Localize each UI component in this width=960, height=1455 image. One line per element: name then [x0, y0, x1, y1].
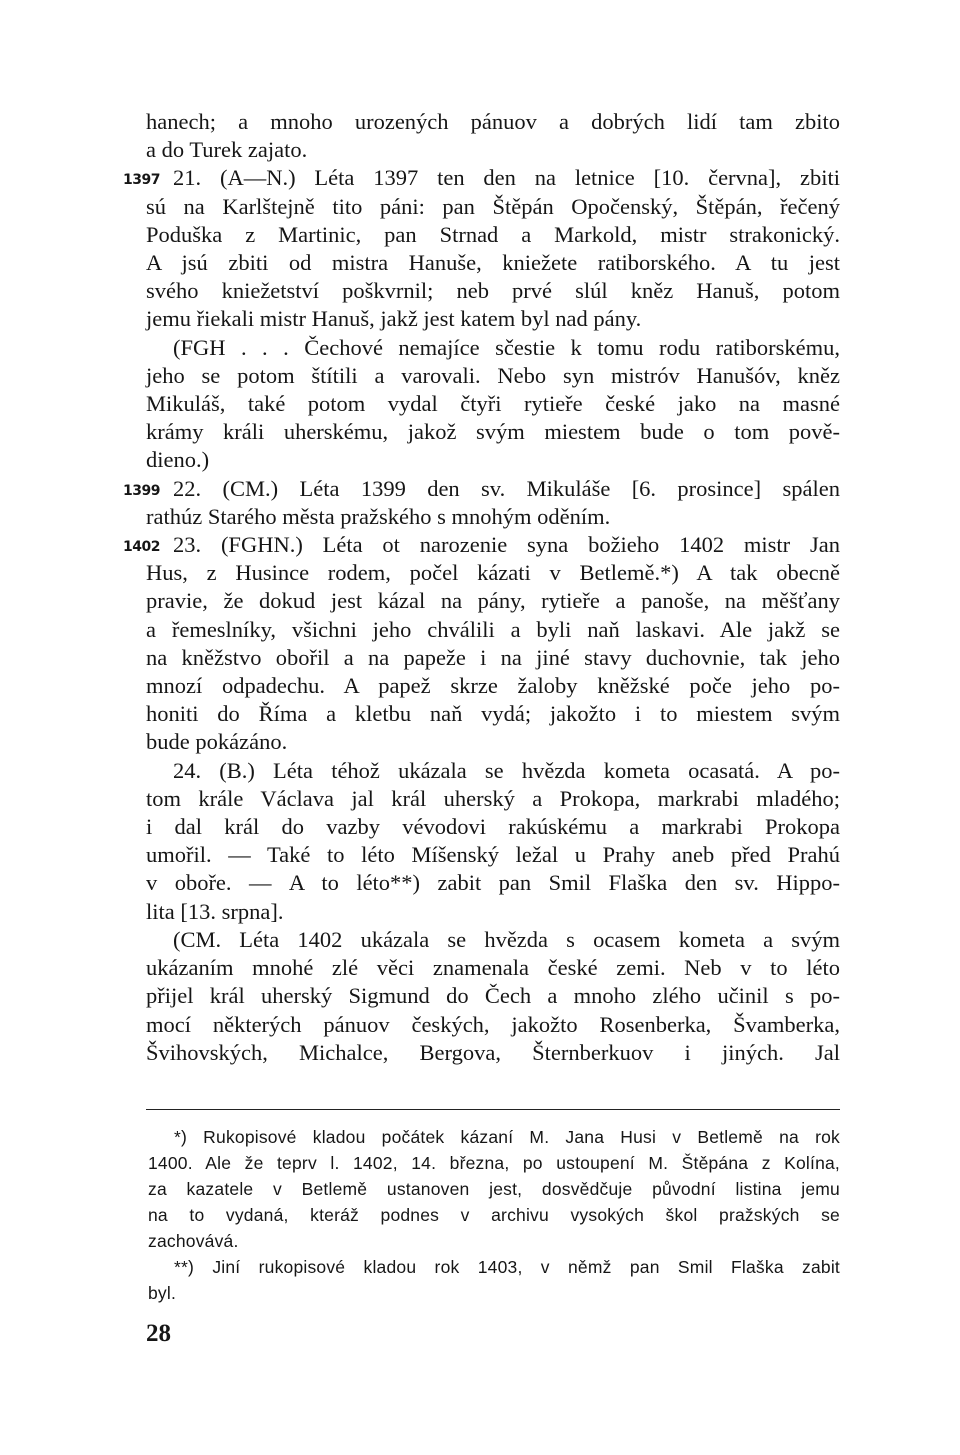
line-text: v obořе. — A to léto**) zabit pan Smil Flaška den sv. Hippo-: [146, 870, 840, 896]
line-text: 1400. Ale že teprv l. 1402, 14. března, po ustoupení M. Štěpána z Kolína,: [148, 1153, 840, 1173]
footnote-separator: [146, 1109, 840, 1110]
margin-year: 1397: [123, 172, 160, 189]
line-text: jemu řiekali mistr Hanuš, jakž jest katem byl nad pány.: [146, 306, 642, 332]
text-line: [146, 672, 840, 700]
text-line: [146, 136, 840, 164]
line-text: za kazatele v Betlemě ustanoven jest, dosvědčuje původní listina jemu: [148, 1179, 840, 1199]
text-line: [146, 362, 840, 390]
margin-year: 1399: [123, 482, 160, 499]
text-line: [146, 446, 840, 474]
line-text: *) Rukopisové kladou počátek kázaní M. Jana Husi v Betlemě na rok: [174, 1127, 840, 1147]
text-line: [146, 926, 840, 954]
line-text: a do Turek zajato.: [146, 137, 308, 163]
line-text: 24. (B.) Léta téhož ukázala se hvězda kometa ocasatá. A po-: [173, 757, 840, 783]
text-line: [146, 757, 840, 785]
text-line: [146, 334, 840, 362]
line-text: mocí některých pánuov českých, jakožto Rosenberka, Švamberka,: [146, 1011, 840, 1037]
margin-year: 1402: [123, 539, 160, 556]
line-text: hanech; a mnoho urozených pánuov a dobrých lidí tam zbito: [146, 109, 840, 134]
line-text: jeho se potom štítili a varovali. Nebo syn mistróv Hanušóv, kněz: [146, 362, 840, 388]
text-line: [146, 418, 840, 446]
line-text: Švihovských, Michalce, Bergova, Šternberkuov i jiných. Jal: [146, 1039, 840, 1065]
line-text: Poduška z Martinic, pan Strnad a Markold, mistr strakonický.: [146, 221, 840, 247]
text-line: [146, 559, 840, 587]
text-line: [146, 193, 840, 221]
text-line: [146, 700, 840, 728]
line-text: 22. (CM.) Léta 1399 den sv. Mikuláše [6. prosince] spálen: [173, 475, 840, 501]
line-text: sú na Karlštejně tito páni: pan Štěpán Opočenský, Štěpán, řečený: [146, 193, 840, 219]
text-line: [146, 587, 840, 615]
line-text: a řemeslníky, všichni jeho chválili a byli naň laskavi. Ale jakž se: [146, 616, 840, 642]
line-text: honiti do Říma a kletbu naň vydá; jakožto i to miestem svým: [146, 701, 840, 727]
line-text: pravie, že dokud jest kázal na pány, rytieře a panoše, na měšťany: [146, 588, 840, 614]
line-text: na kněžstvo obořil a na papeže i na jiné stavy duchovnie, tak jeho: [146, 644, 840, 670]
text-line: [123, 475, 840, 503]
text-line: [146, 221, 840, 249]
line-text: přijel král uherský Sigmund do Čech a mnoho zlého učinil s po-: [146, 983, 840, 1009]
line-text: lita [13. srpna].: [146, 898, 284, 924]
text-line: [146, 982, 840, 1010]
line-text: dieno.): [146, 447, 210, 473]
text-line: [146, 277, 840, 305]
footnote-line: [148, 1124, 840, 1150]
text-line: [146, 390, 840, 418]
line-text: (FGH . . . Čechové nemajíce sčestie k tomu rodu ratiborskému,: [173, 334, 840, 360]
line-text: na to vydaná, kteráž podnes v archivu vysokých škol pražských se: [148, 1205, 840, 1225]
text-line: [146, 813, 840, 841]
line-text: i dal král do vazby vévodovi rakúskému a markrabi Prokopa: [146, 814, 840, 840]
text-line: [146, 1039, 840, 1067]
line-text: svého kniežetství poškvrnil; neb prvé slúl kněz Hanuš, potom: [146, 278, 840, 304]
text-line: [146, 616, 840, 644]
text-line: [146, 728, 840, 756]
text-line: [146, 644, 840, 672]
line-text: byl.: [148, 1283, 177, 1303]
footnote-line: [148, 1176, 840, 1202]
text-line: [146, 785, 840, 813]
text-line: [146, 503, 840, 531]
footnote-line: [148, 1202, 840, 1228]
footnote-line: [148, 1254, 840, 1280]
line-text: 23. (FGHN.) Léta ot narozenie syna božieho 1402 mistr Jan: [173, 532, 840, 558]
line-text: tom krále Václava jal král uherský a Prokopa, markrabi mladého;: [146, 785, 840, 811]
line-text: Mikuláš, také potom vydal čtyři rytieře české jako na masné: [146, 391, 840, 417]
line-text: Hus, z Husince rodem, počel kázati v Betlemě.*) A tak obecně: [146, 560, 840, 586]
footnotes-block: [148, 1124, 840, 1306]
text-line: [146, 841, 840, 869]
line-text: rathúz Starého města pražského s mnohým oděním.: [146, 503, 611, 529]
line-text: ukázaním mnohé zlé věci znamenala české zemi. Neb v to léto: [146, 955, 840, 981]
text-line: [146, 1011, 840, 1039]
text-line: [146, 869, 840, 897]
line-text: zachovává.: [148, 1231, 239, 1251]
line-text: (CM. Léta 1402 ukázala se hvězda s ocasem kometa a svým: [173, 926, 840, 952]
line-text: **) Jiní rukopisové kladou rok 1403, v němž pan Smil Flaška zabit: [174, 1257, 840, 1277]
text-line: [146, 249, 840, 277]
text-line: [146, 954, 840, 982]
text-line: [146, 898, 840, 926]
text-line: [146, 108, 840, 136]
line-text: bude pokázáno.: [146, 729, 288, 755]
text-line: [123, 164, 840, 192]
text-line: [123, 531, 840, 559]
line-text: krámy králi uherskému, jakož svým miestem bude o tom pově-: [146, 419, 840, 445]
footnote-line: [148, 1150, 840, 1176]
page-number: 28: [146, 1320, 171, 1347]
main-text-block: [123, 108, 840, 1067]
footnote-line: [148, 1280, 840, 1306]
line-text: 21. (A—N.) Léta 1397 ten den na letnice [10. června], zbiti: [173, 165, 840, 191]
footnote-line: [148, 1228, 840, 1254]
line-text: umořil. — Také to léto Míšenský ležal u Prahy aneb před Prahú: [146, 842, 840, 868]
line-text: mnozí odpadechu. A papež skrze žaloby kněžské poče jeho po-: [146, 673, 840, 699]
line-text: A jsú zbiti od mistra Hanuše, kniežete ratiborského. A tu jest: [146, 250, 840, 276]
text-line: [146, 305, 840, 333]
